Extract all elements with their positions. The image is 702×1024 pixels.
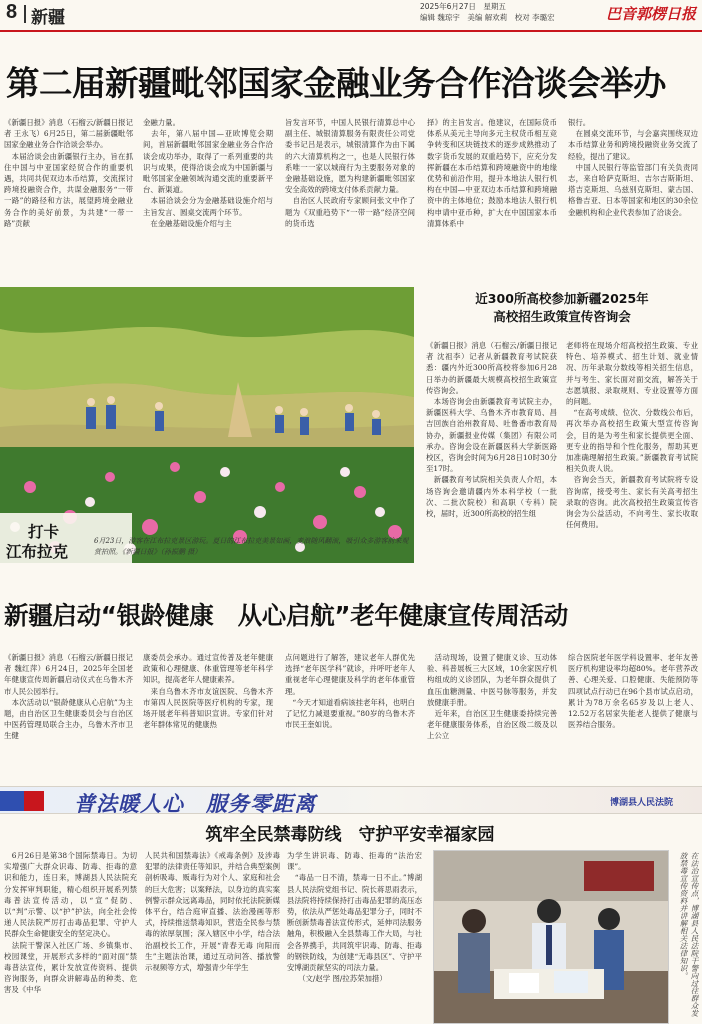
article4-col2: 人民共和国禁毒法》《戒毒条例》及涉毒犯罪的法律责任等知识，并结合典型案例剖析吸毒、贩毒行为对个人、家庭和社会的巨大危害；以案释法，以身边的真实案例警示群众远离毒品，同时依托法院新媒体平台，结合庭审直播、法治漫画等形式，持续推送禁毒知识，营造全民参与禁毒的浓厚氛围；深入辖区中小学，结合法治副校长工作，开展“青春无毒 向阳而生”主题法治课，通过互动问答、播放警示视频等方式，增强青少年学生: [145, 851, 280, 973]
article1-col2: 金融力量。 去年，第八届中国—亚欧博览会期间，首届新疆毗邻国家金融业务合作洽谈会成功举办，取得了一系列重要的共识与成果，使得洽谈会成为中国新疆与毗邻国家金融领域沟通交流的重要新平台、新渠道。 本届洽谈会分为金融基础设施介绍与主旨发言、圆桌交流两个环节。 在金融基础设施介绍与主: [143, 118, 273, 228]
anti-drug-photo: [433, 850, 669, 1024]
article1-headline: 第二届新疆毗邻国家金融业务合作洽谈会举办: [6, 64, 666, 103]
article4-col1: 6月26日是第38个国际禁毒日。为切实增强广大群众识毒、防毒、拒毒的意识和能力，连日来，博湖县人民法院充分发挥审判职能，精心组织开展系列禁毒普法宣传活动，以“宣”促防、以“判”示警、以“护”护法，向全社会传递人民法院严厉打击毒品犯罪、守护人民群众生命健康安全的坚定决心。 法院干警深入社区广场、乡镇集市、校园课堂，开展形式多样的“面对面”禁毒普法宣传，累计发放宣传资料、提供咨询服务，向群众讲解毒品的种类、危害及《中华: [4, 851, 137, 995]
banner-slogan: 普法暖人心 服务零距离: [74, 792, 316, 816]
header-rule: [0, 30, 702, 32]
page-number: 8: [6, 1, 18, 23]
article3-col5: 综合医院老年医学科设置率、老年友善医疗机构建设率均超80%。老年营养改善、心理关爱、口腔健康、失能预防等四项试点行动已在96个县市试点启动，累计为78万余名65岁及以上老人、12.52万名居家失能老人提供了健康与医养结合服务。: [568, 653, 698, 730]
legal-banner: [0, 786, 702, 814]
section-name: 新疆: [31, 8, 65, 28]
article2-headline-line1: 近300所高校参加新疆2025年: [475, 291, 649, 306]
photo-small-caption: 6月23日，游客在江布拉克景区游玩。夏日的江布拉克美景如画，麦浪随风翻滚，吸引众多游客前来观赏拍照。《新疆日报》（孙振鹏 摄）: [94, 537, 409, 556]
header-divider: [24, 5, 26, 23]
article2-headline-line2: 高校招生政策宣传咨询会: [493, 309, 631, 324]
court-outreach-image: [434, 851, 669, 1024]
article2-col2: 老师将在现场介绍高校招生政策、专业特色、培养模式、招生计划、就业情况、历年录取分数线等相关招生信息，并与考生、家长面对面交流，解答关于志愿填报、录取规则、专业设置等方面的问题。 “在高考成绩、位次、分数线公布后，再次举办高校招生政策大型宣传咨询会，目的是为考生和家长提供更全面、更专业的指导和个性化服务，帮助其更加准确理解招生政策。”新疆教育考试院相关负责人说。 咨询会当天，新疆教育考试院将专设咨询席，接受考生、家长有关高考招生录取的咨询。此次高校招生政策宣传咨询会为公益活动，不向考生、家长收取任何费用。: [566, 341, 698, 530]
article1-col1: 《新疆日报》消息（石榴云/新疆日报记者 王永飞）6月25日，第二届新疆毗邻国家金融业务合作洽谈会举办。 本届洽谈会由新疆银行主办，旨在抓住中国与中亚国家经贸合作的重要机遇，共同共促双边本币结算，交流探讨跨境投融资合作，共谋金融服务“一带一路”的路径和方法，展望跨境金融业务合作的美好前景，为共建“一带一路”贡献: [4, 118, 133, 228]
article2-headline: [426, 290, 698, 326]
banner-red-band: [24, 791, 44, 811]
article1-col3: 旨发言环节，中国人民银行清算总中心副主任、城银清算服务有限责任公司党委书记吕是表示，城银清算作为由下属的六大清算机构之一，也是人民银行体系唯一一家以城商行为主要服务对象的金融基础设施，愿为构建新疆毗邻国家安全高效的跨境支付体系贡献力量。 自治区人民政府专家顾问张文中作了题为《双重趋势下“一带一路”经济空间的货币选: [285, 118, 415, 228]
article3-col3: 点问题进行了解答，建议老年人群优先选择“老年医学科”就诊，并呼吁老年人重视老年心理健康及科学的老年体重管理。 “今天才知道看病该挂老年科，也明白了记忆力减退要重视。”80岁的乌鲁木齐市民王奎如说。: [285, 653, 415, 730]
photo-big-caption: [6, 522, 86, 562]
article1-col5: 银行。 在圆桌交流环节，与会嘉宾围绕双边本币结算业务和跨境投融资业务交流了经验，提出了建议。 中国人民银行等监管部门有关负责同志，来自哈萨克斯坦、吉尔吉斯斯坦、塔吉克斯坦、乌兹别克斯坦、蒙古国、格鲁吉亚、日本等国家和地区的30余位金融机构和企业代表参加了洽谈会。: [568, 118, 698, 217]
article3-col1: 《新疆日报》消息（石榴云/新疆日报记者 魏红萍）6月24日，2025年全国老年健康宣传周新疆启动仪式在乌鲁木齐市人民公园举行。 本次活动以“银龄健康从心启航”为主题，由自治区卫生健康委员会与自治区中医药管理局联合主办，乌鲁木齐市卫生健: [4, 653, 133, 741]
photo-caption-line2: 江布拉克: [6, 542, 69, 561]
page-header: [0, 0, 702, 30]
article2-col1: 《新疆日报》消息（石榴云/新疆日报记者 沈祖李）记者从新疆教育考试院获悉：疆内外近300所高校将参加6月28日举办的新疆最大规模高校招生政策宣传咨询会。 本场咨询会由新疆教育考试院主办，新疆医科大学、乌鲁木齐市教育局、昌吉回族自治州教育局、吐鲁番市教育局协办，新疆报业传媒（集团）有限公司承办。咨询会设在新疆医科大学新医路校区，咨询会时间为6月28日10时30分至17时。 新疆教育考试院相关负责人介绍，本场咨询会邀请疆内外本科学校（一批次、二批次院校）和高职（专科）院校，届时，近300所高校的招生组: [426, 341, 557, 519]
article4-col3: 为学生讲识毒、防毒、拒毒的“法治宏课”。 “毒品一日不清，禁毒一日不止。”博湖县人民法院党组书记、院长蒋思雨表示，县法院将持续保持打击毒品犯罪的高压态势，依法从严惩处毒品犯罪分子，同时不断创新禁毒普法宣传形式，延伸司法服务触角，积极融入全县禁毒工作大局，与社会各界携手，共同筑牢识毒、防毒、拒毒的钢铁防线，为创建“无毒县区”、守护平安博湖贡献坚实的司法力量。 （文/赵学 图/拉苏荣加措）: [287, 851, 422, 984]
article4-headline: 筑牢全民禁毒防线 守护平安幸福家园: [205, 825, 495, 845]
banner-flag-icon: [0, 791, 24, 811]
photo-caption-line1: 打卡: [28, 522, 60, 541]
article3-col4: 活动现场，设置了健康义诊、互动体验、科普展板三大区域，10余家医疗机构组成的义诊团队，为老年群众提供了血压血糖测量、中医号脉等服务，并发放健康手册。 近年来，自治区卫生健康委持续完善老年健康服务体系，自治区级二级及以上公立: [427, 653, 557, 741]
article1-col4: 择》的主旨发言。他建议，在国际货币体系从美元主导向多元主权货币相互竞争转变和区块链技术的逐步成熟推动了数字货币发展的双重趋势下，应充分发挥新疆在本币结算和跨境融资中的地缘优势和前沿作用，提升本地法人银行机构在中国—中亚双边本币结算和跨境融资中的主体地位；鼓励本地法人银行机构申请中亚币种，扩大在中国国家本币清算体系中: [427, 118, 557, 228]
article3-headline: 新疆启动“银龄健康 从心启航”老年健康宣传周活动: [4, 601, 569, 630]
paper-name-logo: 巴音郭楞日报: [606, 5, 697, 23]
article3-col2: 康委员会承办。通过宣传普及老年健康政策和心理健康、体重管理等老年科学知识，提高老年人健康素养。 来自乌鲁木齐市友谊医院、乌鲁木齐市第四人民医院等医疗机构的专家，现场开展老年科普知识宣讲。专家们针对老年群体常见的健康热: [143, 653, 273, 730]
editors-line: 编辑 魏琼宇 美编 解欢莉 校对 李璐宏: [420, 13, 555, 22]
date-line: 2025年6月27日 星期五: [420, 2, 506, 11]
banner-sponsor: 博湖县人民法院: [610, 798, 674, 808]
article4-photo-caption: 在法治宣传点，博湖县人民法院干警向过往群众发放禁毒宣传资料并讲解相关法律知识。: [679, 852, 699, 1017]
